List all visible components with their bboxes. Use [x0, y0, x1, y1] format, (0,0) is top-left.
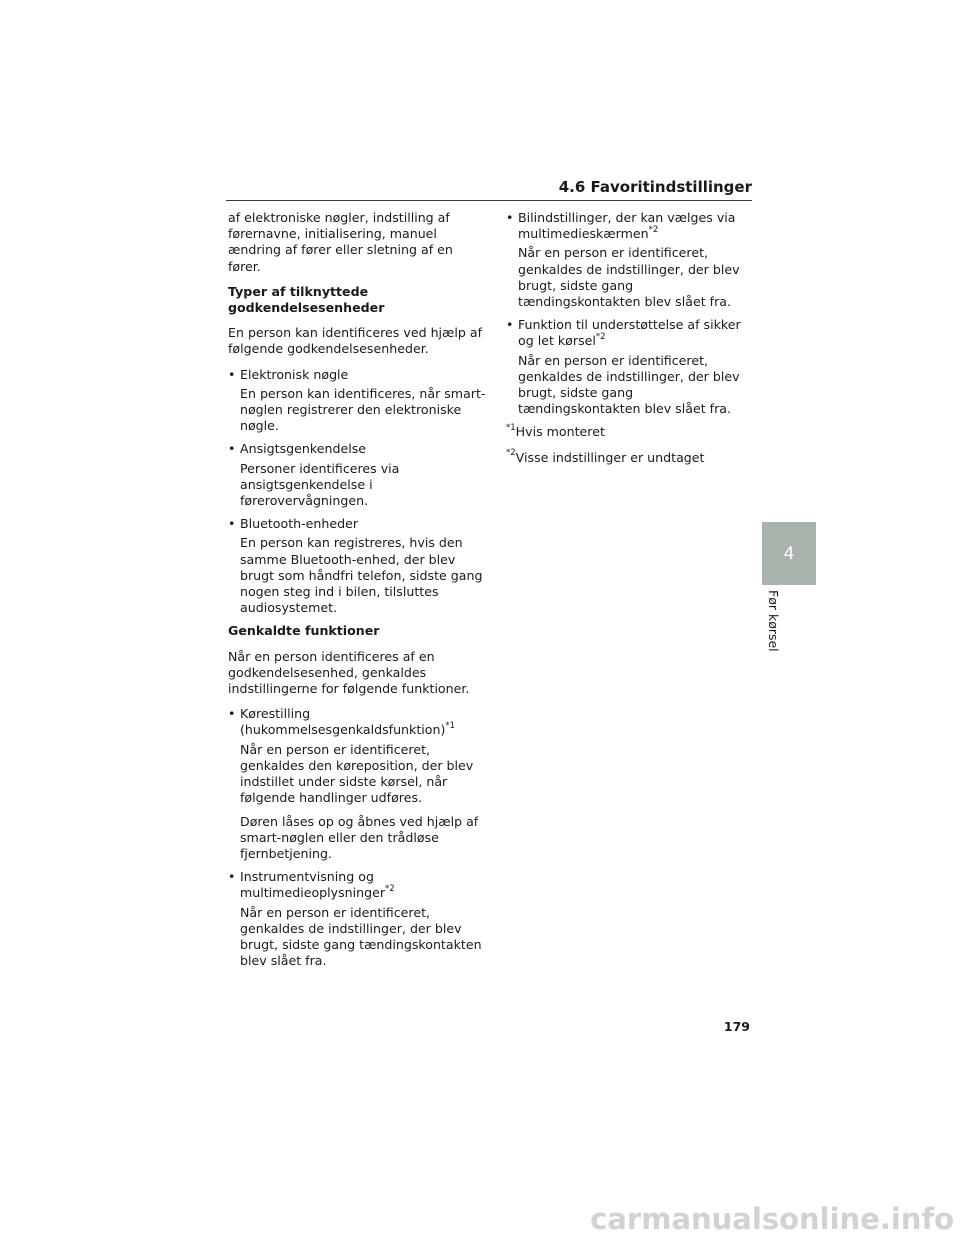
list-item-title: [228, 367, 488, 383]
item-title: Kørestilling (hukommelsesgenkaldsfunktion): [240, 706, 446, 738]
footnote-text: Visse indstillinger er undtaget: [515, 449, 705, 465]
watermark: carmanualsonline.info: [590, 1202, 954, 1236]
list-item-desc: Personer identificeres via ansigtsgenkendelse i førerovervågningen.: [240, 460, 400, 509]
auth-types-intro: En person kan identificeres ved hjælp af følgende godkendelsesenheder.: [228, 325, 483, 357]
item-title: Funktion til understøttelse af sikker og let kørsel: [518, 317, 741, 349]
list-item-desc: En person kan registreres, hvis den samme Bluetooth-enhed, der blev brugt som håndfri telefon, sidste gang nogen steg ind i bilen, tilsluttes audiosystemet.: [240, 535, 483, 616]
list-item-title: [228, 516, 488, 532]
bullet-icon: •: [506, 317, 514, 333]
heading-auth-types: Typer af tilknyttede godkendelsesenheder: [228, 283, 385, 316]
list-item-title: [506, 317, 756, 349]
intro-paragraph: af elektroniske nøgler, indstilling af førernavne, initialisering, manuel ændring af fører eller sletning af en fører.: [228, 210, 453, 274]
chapter-number: 4: [783, 543, 795, 564]
item-title: Instrumentvisning og multimedieoplysninger: [240, 869, 386, 901]
left-column: [228, 210, 488, 976]
list-item-desc: Døren låses op og åbnes ved hjælp af smart-nøglen eller den trådløse fjernbetjening.: [240, 813, 479, 861]
list-item-desc: Når en person er identificeret, genkaldes den køreposition, der blev indstillet under sidste kørsel, når følgende handlinger udføres.: [240, 741, 474, 806]
item-title: Ansigtsgenkendelse: [240, 441, 366, 457]
item-title: Elektronisk nøgle: [240, 366, 349, 382]
bullet-icon: •: [228, 869, 236, 885]
bullet-icon: •: [228, 441, 236, 457]
list-item-desc: Når en person er identificeret, genkaldes de indstillinger, der blev brugt, sidste gang tændingskontakten blev slået fra.: [240, 904, 482, 969]
item-title: Bluetooth-enheder: [240, 516, 359, 532]
section-title: 4.6 Favoritindstillinger: [558, 178, 752, 196]
footnote-marker: *2: [385, 884, 395, 895]
footnote-marker: *2: [506, 448, 516, 459]
recall-intro: Når en person identificeres af en godkendelsesenhed, genkaldes indstillingerne for følgende funktioner.: [228, 648, 470, 697]
bullet-icon: •: [228, 366, 236, 382]
list-item-title: [228, 869, 488, 901]
chapter-label-container: [768, 590, 782, 654]
list-item-title: [228, 441, 488, 457]
footnote-marker: *1: [506, 423, 516, 434]
chapter-label: Før kørsel: [766, 590, 781, 652]
page-number: 179: [723, 1019, 750, 1034]
list-item-title: [228, 706, 488, 738]
item-title: Bilindstillinger, der kan vælges via multimedieskærmen: [518, 210, 736, 242]
list-item-desc: En person kan identificeres, når smart-nøglen registrerer den elektroniske nøgle.: [240, 385, 486, 434]
section-header: [226, 176, 752, 201]
heading-recalled-functions: Genkaldte funktioner: [228, 623, 380, 639]
footnote-marker: *2: [595, 332, 606, 343]
chapter-tab: [762, 522, 816, 585]
right-column: [506, 210, 756, 475]
bullet-icon: •: [228, 516, 236, 532]
footnote-marker: *1: [445, 721, 456, 732]
footnote: [506, 450, 756, 466]
bullet-icon: •: [228, 706, 236, 722]
footnote: [506, 424, 756, 440]
list-item-desc: Når en person er identificeret, genkaldes de indstillinger, der blev brugt, sidste gang tændingskontakten blev slået fra.: [518, 245, 740, 310]
list-item-desc: Når en person er identificeret, genkaldes de indstillinger, der blev brugt, sidste gang tændingskontakten blev slået fra.: [518, 352, 740, 417]
footnote-text: Hvis monteret: [515, 424, 605, 440]
footnote-marker: *2: [648, 225, 659, 236]
list-item-title: [506, 210, 756, 242]
bullet-icon: •: [506, 210, 514, 225]
